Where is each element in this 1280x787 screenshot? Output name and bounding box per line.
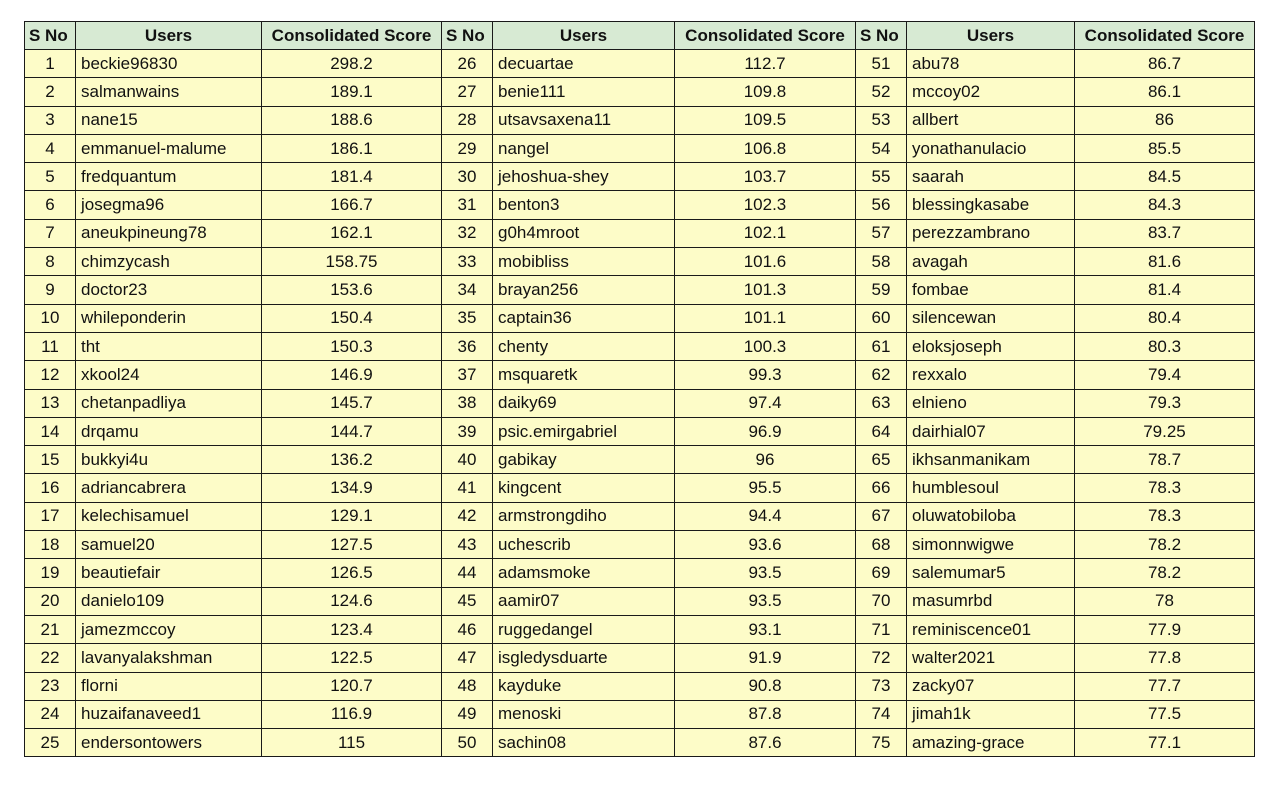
- score-cell: 186.1: [262, 134, 442, 162]
- username-cell: msquaretk: [493, 361, 675, 389]
- rank-cell: 71: [856, 615, 907, 643]
- score-cell: 77.7: [1075, 672, 1255, 700]
- table-row: [25, 587, 1255, 615]
- rank-cell: 69: [856, 559, 907, 587]
- rank-cell: 57: [856, 219, 907, 247]
- rank-cell: 40: [442, 446, 493, 474]
- score-cell: 78.2: [1075, 531, 1255, 559]
- rank-cell: 65: [856, 446, 907, 474]
- table-row: [25, 134, 1255, 162]
- table-row: [25, 502, 1255, 530]
- rank-cell: 1: [25, 50, 76, 78]
- score-cell: 77.9: [1075, 615, 1255, 643]
- score-cell: 97.4: [675, 389, 856, 417]
- username-cell: allbert: [907, 106, 1075, 134]
- header-score: Consolidated Score: [675, 22, 856, 50]
- header-users: Users: [907, 22, 1075, 50]
- score-cell: 106.8: [675, 134, 856, 162]
- header-score: Consolidated Score: [1075, 22, 1255, 50]
- username-cell: jamezmccoy: [76, 615, 262, 643]
- username-cell: eloksjoseph: [907, 332, 1075, 360]
- rank-cell: 38: [442, 389, 493, 417]
- username-cell: huzaifanaveed1: [76, 700, 262, 728]
- rank-cell: 48: [442, 672, 493, 700]
- score-cell: 188.6: [262, 106, 442, 134]
- username-cell: utsavsaxena11: [493, 106, 675, 134]
- score-cell: 123.4: [262, 615, 442, 643]
- score-cell: 86.7: [1075, 50, 1255, 78]
- rank-cell: 28: [442, 106, 493, 134]
- rank-cell: 68: [856, 531, 907, 559]
- score-cell: 120.7: [262, 672, 442, 700]
- username-cell: fredquantum: [76, 163, 262, 191]
- rank-cell: 60: [856, 304, 907, 332]
- rank-cell: 23: [25, 672, 76, 700]
- rank-cell: 13: [25, 389, 76, 417]
- rank-cell: 32: [442, 219, 493, 247]
- rank-cell: 36: [442, 332, 493, 360]
- rank-cell: 70: [856, 587, 907, 615]
- username-cell: mccoy02: [907, 78, 1075, 106]
- rank-cell: 16: [25, 474, 76, 502]
- username-cell: doctor23: [76, 276, 262, 304]
- score-cell: 109.5: [675, 106, 856, 134]
- username-cell: psic.emirgabriel: [493, 417, 675, 445]
- rank-cell: 67: [856, 502, 907, 530]
- score-cell: 101.3: [675, 276, 856, 304]
- score-cell: 86.1: [1075, 78, 1255, 106]
- score-cell: 129.1: [262, 502, 442, 530]
- score-cell: 83.7: [1075, 219, 1255, 247]
- username-cell: gabikay: [493, 446, 675, 474]
- table-row: [25, 531, 1255, 559]
- username-cell: mobibliss: [493, 248, 675, 276]
- header-sno: S No: [442, 22, 493, 50]
- username-cell: dairhial07: [907, 417, 1075, 445]
- rank-cell: 25: [25, 729, 76, 757]
- rank-cell: 27: [442, 78, 493, 106]
- score-cell: 112.7: [675, 50, 856, 78]
- header-users: Users: [493, 22, 675, 50]
- username-cell: benton3: [493, 191, 675, 219]
- score-cell: 102.3: [675, 191, 856, 219]
- username-cell: oluwatobiloba: [907, 502, 1075, 530]
- rank-cell: 4: [25, 134, 76, 162]
- table-row: [25, 191, 1255, 219]
- score-cell: 81.4: [1075, 276, 1255, 304]
- score-cell: 80.4: [1075, 304, 1255, 332]
- rank-cell: 56: [856, 191, 907, 219]
- username-cell: adriancabrera: [76, 474, 262, 502]
- table-body: [25, 50, 1255, 757]
- score-cell: 116.9: [262, 700, 442, 728]
- table-row: [25, 361, 1255, 389]
- username-cell: g0h4mroot: [493, 219, 675, 247]
- rank-cell: 54: [856, 134, 907, 162]
- score-cell: 96.9: [675, 417, 856, 445]
- score-cell: 109.8: [675, 78, 856, 106]
- score-cell: 84.3: [1075, 191, 1255, 219]
- username-cell: sachin08: [493, 729, 675, 757]
- username-cell: chimzycash: [76, 248, 262, 276]
- table-row: [25, 474, 1255, 502]
- rank-cell: 29: [442, 134, 493, 162]
- username-cell: walter2021: [907, 644, 1075, 672]
- username-cell: blessingkasabe: [907, 191, 1075, 219]
- username-cell: aamir07: [493, 587, 675, 615]
- username-cell: nangel: [493, 134, 675, 162]
- score-cell: 81.6: [1075, 248, 1255, 276]
- username-cell: saarah: [907, 163, 1075, 191]
- rank-cell: 66: [856, 474, 907, 502]
- rank-cell: 15: [25, 446, 76, 474]
- leaderboard-table: [24, 21, 1255, 757]
- table-row: [25, 50, 1255, 78]
- username-cell: beckie96830: [76, 50, 262, 78]
- score-cell: 122.5: [262, 644, 442, 672]
- table-row: [25, 78, 1255, 106]
- score-cell: 134.9: [262, 474, 442, 502]
- username-cell: brayan256: [493, 276, 675, 304]
- score-cell: 93.5: [675, 559, 856, 587]
- table-row: [25, 219, 1255, 247]
- username-cell: rexxalo: [907, 361, 1075, 389]
- rank-cell: 31: [442, 191, 493, 219]
- table-row: [25, 700, 1255, 728]
- username-cell: chetanpadliya: [76, 389, 262, 417]
- rank-cell: 17: [25, 502, 76, 530]
- username-cell: reminiscence01: [907, 615, 1075, 643]
- username-cell: drqamu: [76, 417, 262, 445]
- rank-cell: 43: [442, 531, 493, 559]
- username-cell: amazing-grace: [907, 729, 1075, 757]
- header-row: [25, 22, 1255, 50]
- rank-cell: 74: [856, 700, 907, 728]
- username-cell: masumrbd: [907, 587, 1075, 615]
- rank-cell: 53: [856, 106, 907, 134]
- username-cell: whileponderin: [76, 304, 262, 332]
- username-cell: decuartae: [493, 50, 675, 78]
- header-sno: S No: [856, 22, 907, 50]
- username-cell: nane15: [76, 106, 262, 134]
- username-cell: bukkyi4u: [76, 446, 262, 474]
- rank-cell: 49: [442, 700, 493, 728]
- username-cell: isgledysduarte: [493, 644, 675, 672]
- rank-cell: 24: [25, 700, 76, 728]
- rank-cell: 30: [442, 163, 493, 191]
- username-cell: yonathanulacio: [907, 134, 1075, 162]
- rank-cell: 39: [442, 417, 493, 445]
- score-cell: 153.6: [262, 276, 442, 304]
- score-cell: 85.5: [1075, 134, 1255, 162]
- score-cell: 79.25: [1075, 417, 1255, 445]
- username-cell: jimah1k: [907, 700, 1075, 728]
- rank-cell: 2: [25, 78, 76, 106]
- rank-cell: 8: [25, 248, 76, 276]
- username-cell: chenty: [493, 332, 675, 360]
- rank-cell: 34: [442, 276, 493, 304]
- score-cell: 150.4: [262, 304, 442, 332]
- header-sno: S No: [25, 22, 76, 50]
- score-cell: 101.6: [675, 248, 856, 276]
- username-cell: jehoshua-shey: [493, 163, 675, 191]
- rank-cell: 41: [442, 474, 493, 502]
- rank-cell: 3: [25, 106, 76, 134]
- score-cell: 78: [1075, 587, 1255, 615]
- table-row: [25, 332, 1255, 360]
- score-cell: 115: [262, 729, 442, 757]
- username-cell: menoski: [493, 700, 675, 728]
- score-cell: 87.8: [675, 700, 856, 728]
- table-row: [25, 417, 1255, 445]
- rank-cell: 52: [856, 78, 907, 106]
- table-row: [25, 644, 1255, 672]
- username-cell: endersontowers: [76, 729, 262, 757]
- username-cell: daiky69: [493, 389, 675, 417]
- table-row: [25, 389, 1255, 417]
- rank-cell: 21: [25, 615, 76, 643]
- username-cell: fombae: [907, 276, 1075, 304]
- username-cell: silencewan: [907, 304, 1075, 332]
- rank-cell: 72: [856, 644, 907, 672]
- header-score: Consolidated Score: [262, 22, 442, 50]
- rank-cell: 18: [25, 531, 76, 559]
- table-row: [25, 615, 1255, 643]
- score-cell: 78.3: [1075, 502, 1255, 530]
- rank-cell: 14: [25, 417, 76, 445]
- username-cell: samuel20: [76, 531, 262, 559]
- score-cell: 150.3: [262, 332, 442, 360]
- table-row: [25, 446, 1255, 474]
- rank-cell: 55: [856, 163, 907, 191]
- rank-cell: 33: [442, 248, 493, 276]
- username-cell: tht: [76, 332, 262, 360]
- table-row: [25, 248, 1255, 276]
- score-cell: 103.7: [675, 163, 856, 191]
- table-row: [25, 163, 1255, 191]
- score-cell: 78.2: [1075, 559, 1255, 587]
- score-cell: 87.6: [675, 729, 856, 757]
- rank-cell: 61: [856, 332, 907, 360]
- table-row: [25, 729, 1255, 757]
- rank-cell: 20: [25, 587, 76, 615]
- username-cell: armstrongdiho: [493, 502, 675, 530]
- score-cell: 136.2: [262, 446, 442, 474]
- score-cell: 102.1: [675, 219, 856, 247]
- score-cell: 99.3: [675, 361, 856, 389]
- score-cell: 144.7: [262, 417, 442, 445]
- username-cell: salmanwains: [76, 78, 262, 106]
- username-cell: ikhsanmanikam: [907, 446, 1075, 474]
- rank-cell: 50: [442, 729, 493, 757]
- username-cell: benie111: [493, 78, 675, 106]
- rank-cell: 10: [25, 304, 76, 332]
- rank-cell: 26: [442, 50, 493, 78]
- username-cell: uchescrib: [493, 531, 675, 559]
- table-row: [25, 672, 1255, 700]
- score-cell: 124.6: [262, 587, 442, 615]
- score-cell: 100.3: [675, 332, 856, 360]
- username-cell: florni: [76, 672, 262, 700]
- username-cell: captain36: [493, 304, 675, 332]
- rank-cell: 42: [442, 502, 493, 530]
- score-cell: 93.6: [675, 531, 856, 559]
- username-cell: simonnwigwe: [907, 531, 1075, 559]
- rank-cell: 9: [25, 276, 76, 304]
- score-cell: 91.9: [675, 644, 856, 672]
- rank-cell: 19: [25, 559, 76, 587]
- rank-cell: 37: [442, 361, 493, 389]
- score-cell: 95.5: [675, 474, 856, 502]
- username-cell: avagah: [907, 248, 1075, 276]
- score-cell: 84.5: [1075, 163, 1255, 191]
- username-cell: abu78: [907, 50, 1075, 78]
- username-cell: aneukpineung78: [76, 219, 262, 247]
- rank-cell: 35: [442, 304, 493, 332]
- username-cell: elnieno: [907, 389, 1075, 417]
- score-cell: 166.7: [262, 191, 442, 219]
- score-cell: 79.3: [1075, 389, 1255, 417]
- rank-cell: 5: [25, 163, 76, 191]
- rank-cell: 11: [25, 332, 76, 360]
- username-cell: humblesoul: [907, 474, 1075, 502]
- username-cell: ruggedangel: [493, 615, 675, 643]
- username-cell: kingcent: [493, 474, 675, 502]
- score-cell: 93.1: [675, 615, 856, 643]
- table-row: [25, 559, 1255, 587]
- rank-cell: 75: [856, 729, 907, 757]
- username-cell: kelechisamuel: [76, 502, 262, 530]
- score-cell: 127.5: [262, 531, 442, 559]
- rank-cell: 6: [25, 191, 76, 219]
- rank-cell: 22: [25, 644, 76, 672]
- rank-cell: 46: [442, 615, 493, 643]
- score-cell: 158.75: [262, 248, 442, 276]
- username-cell: danielo109: [76, 587, 262, 615]
- score-cell: 78.7: [1075, 446, 1255, 474]
- table-row: [25, 106, 1255, 134]
- rank-cell: 51: [856, 50, 907, 78]
- score-cell: 126.5: [262, 559, 442, 587]
- score-cell: 298.2: [262, 50, 442, 78]
- rank-cell: 62: [856, 361, 907, 389]
- username-cell: emmanuel-malume: [76, 134, 262, 162]
- rank-cell: 45: [442, 587, 493, 615]
- score-cell: 181.4: [262, 163, 442, 191]
- score-cell: 93.5: [675, 587, 856, 615]
- rank-cell: 58: [856, 248, 907, 276]
- score-cell: 94.4: [675, 502, 856, 530]
- rank-cell: 59: [856, 276, 907, 304]
- score-cell: 77.8: [1075, 644, 1255, 672]
- rank-cell: 7: [25, 219, 76, 247]
- score-cell: 101.1: [675, 304, 856, 332]
- score-cell: 77.5: [1075, 700, 1255, 728]
- username-cell: xkool24: [76, 361, 262, 389]
- score-cell: 145.7: [262, 389, 442, 417]
- username-cell: perezzambrano: [907, 219, 1075, 247]
- rank-cell: 64: [856, 417, 907, 445]
- score-cell: 78.3: [1075, 474, 1255, 502]
- score-cell: 90.8: [675, 672, 856, 700]
- score-cell: 86: [1075, 106, 1255, 134]
- table-header: [25, 22, 1255, 50]
- username-cell: lavanyalakshman: [76, 644, 262, 672]
- score-cell: 80.3: [1075, 332, 1255, 360]
- username-cell: beautiefair: [76, 559, 262, 587]
- username-cell: josegma96: [76, 191, 262, 219]
- username-cell: salemumar5: [907, 559, 1075, 587]
- score-cell: 79.4: [1075, 361, 1255, 389]
- score-cell: 77.1: [1075, 729, 1255, 757]
- table-row: [25, 304, 1255, 332]
- rank-cell: 73: [856, 672, 907, 700]
- score-cell: 189.1: [262, 78, 442, 106]
- score-cell: 146.9: [262, 361, 442, 389]
- score-cell: 162.1: [262, 219, 442, 247]
- table-row: [25, 276, 1255, 304]
- score-cell: 96: [675, 446, 856, 474]
- rank-cell: 63: [856, 389, 907, 417]
- username-cell: zacky07: [907, 672, 1075, 700]
- rank-cell: 12: [25, 361, 76, 389]
- header-users: Users: [76, 22, 262, 50]
- rank-cell: 44: [442, 559, 493, 587]
- username-cell: adamsmoke: [493, 559, 675, 587]
- username-cell: kayduke: [493, 672, 675, 700]
- rank-cell: 47: [442, 644, 493, 672]
